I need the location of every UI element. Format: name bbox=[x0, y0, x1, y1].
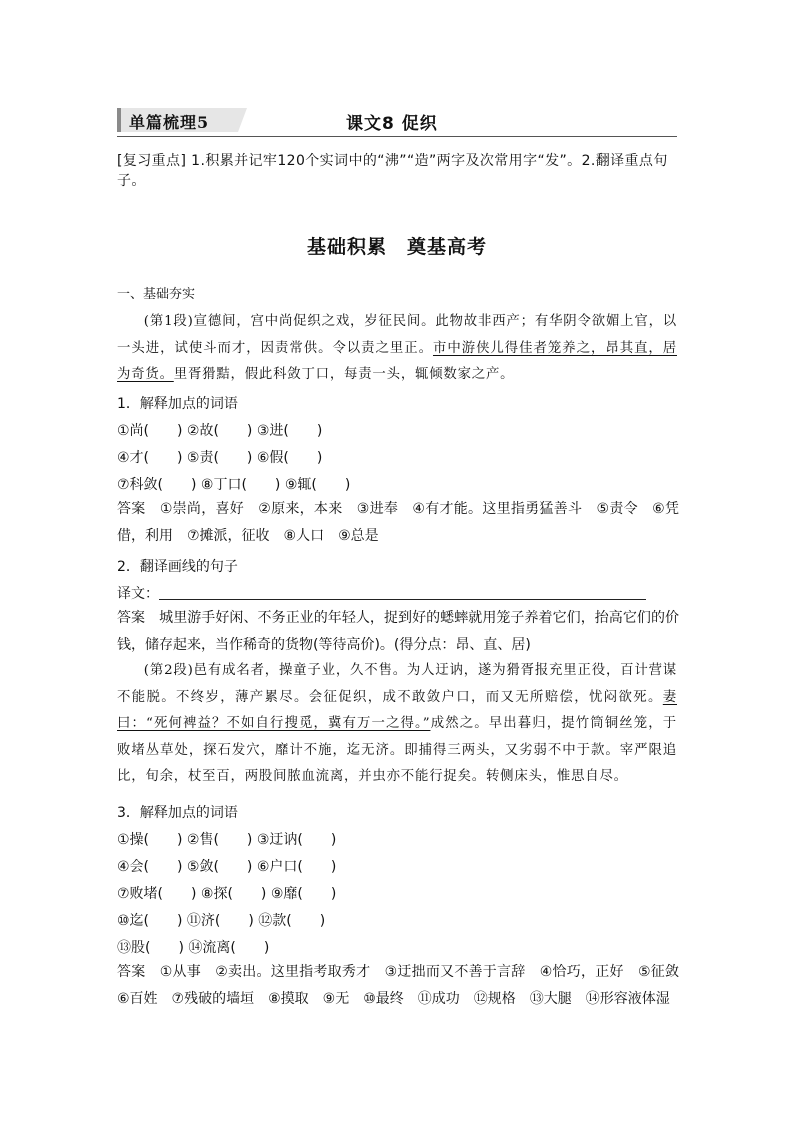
para1-lead: (第1段)宣德间，宫中尚促织之戏，岁征民间。此物故非西产；有华阴令欲媚上官，以一头进，试使斗而才，因责常供。令以责之里正。 bbox=[117, 314, 677, 356]
q3-answer: 答案 ①从事 ②卖出。这里指考取秀才 ③迂拙而又不善于言辞 ④恰巧，正好 ⑤征敛 ⑥百姓 ⑦残破的墙垣 ⑧摸取 ⑨无 ⑩最终 ⑪成功 ⑫规格 ⑬大腿 ⑭形容液体湿 bbox=[117, 964, 693, 1007]
q3-row-1: ①操( ) ②售( ) ③迂讷( ) bbox=[117, 832, 337, 848]
translation-blank bbox=[159, 585, 646, 600]
part1-heading: 一、基础夯实 bbox=[117, 287, 196, 302]
lesson-title: 课文8 促织 bbox=[346, 114, 438, 134]
section-badge bbox=[117, 108, 238, 132]
q3-title: 3．解释加点的词语 bbox=[117, 805, 238, 821]
q1-row-2: ④才( ) ⑤责( ) ⑥假( ) bbox=[117, 450, 323, 466]
q1-row-1: ①尚( ) ②故( ) ③进( ) bbox=[117, 423, 323, 439]
para1-tail: 里胥猾黠，假此科敛丁口，每责一头，辄倾数家之产。 bbox=[173, 367, 515, 382]
section-title: 基础积累 奠基高考 bbox=[306, 236, 487, 258]
para2-underlined-sentence: 妻曰：“死何裨益？不如自行搜觅，冀有万一之得。” bbox=[117, 689, 677, 731]
para2-tail: 成然之。早出暮归，提竹筒铜丝笼，于败堵丛草处，探石发穴，靡计不施，迄无济。即捕得三两头，又劣弱不中于款。宰严限追比，旬余，杖至百，两股间脓血流离，并虫亦不能行捉矣。转侧床头，惟思自尽。 bbox=[117, 716, 677, 784]
q2-translation-row bbox=[117, 583, 646, 603]
q3-row-4: ⑩迄( ) ⑪济( ) ⑫款( ) bbox=[117, 913, 326, 929]
passage-paragraph-1 bbox=[117, 309, 677, 389]
passage-paragraph-2 bbox=[117, 658, 677, 791]
para1-underlined-sentence: 市中游侠儿得佳者笼养之，昂其直，居为奇货。 bbox=[117, 340, 677, 382]
q3-row-5: ⑬股( ) ⑭流离( ) bbox=[117, 940, 270, 956]
q2-answer: 答案 城里游手好闲、不务正业的年轻人，捉到好的蟋蟀就用笼子养着它们，抬高它们的价钱，储存起来，当作稀奇的货物(等待高价)。(得分点：昂、直、居) bbox=[117, 610, 679, 653]
q1-answer: 答案 ①崇尚，喜好 ②原来，本来 ③进奉 ④有才能。这里指勇猛善斗 ⑤责令 ⑥凭借，利用 ⑦摊派，征收 ⑧人口 ⑨总是 bbox=[117, 501, 679, 544]
translation-label: 译文： bbox=[117, 586, 159, 602]
badge-corner bbox=[238, 108, 247, 132]
review-focus: [复习重点] 1.积累并记牢120个实词中的“沸”“造”两字及次常用字“发”。2.翻译重点句子。 bbox=[117, 153, 668, 189]
q1-title: 1．解释加点的词语 bbox=[117, 396, 238, 412]
q2-title: 2．翻译画线的句子 bbox=[117, 559, 238, 575]
q3-row-2: ④会( ) ⑤敛( ) ⑥户口( ) bbox=[117, 859, 337, 875]
page-header bbox=[117, 108, 677, 137]
q1-row-3: ⑦科敛( ) ⑧丁口( ) ⑨辄( ) bbox=[117, 477, 351, 493]
q3-row-3: ⑦败堵( ) ⑧探( ) ⑨靡( ) bbox=[117, 886, 337, 902]
para2-lead: (第2段)邑有成名者，操童子业，久不售。为人迂讷，遂为猾胥报充里正役，百计营谋不能脱。不终岁，薄产累尽。会征促织，成不敢敛户口，而又无所赔偿，忧闷欲死。 bbox=[117, 663, 677, 705]
badge-label: 单篇梳理5 bbox=[129, 113, 210, 132]
